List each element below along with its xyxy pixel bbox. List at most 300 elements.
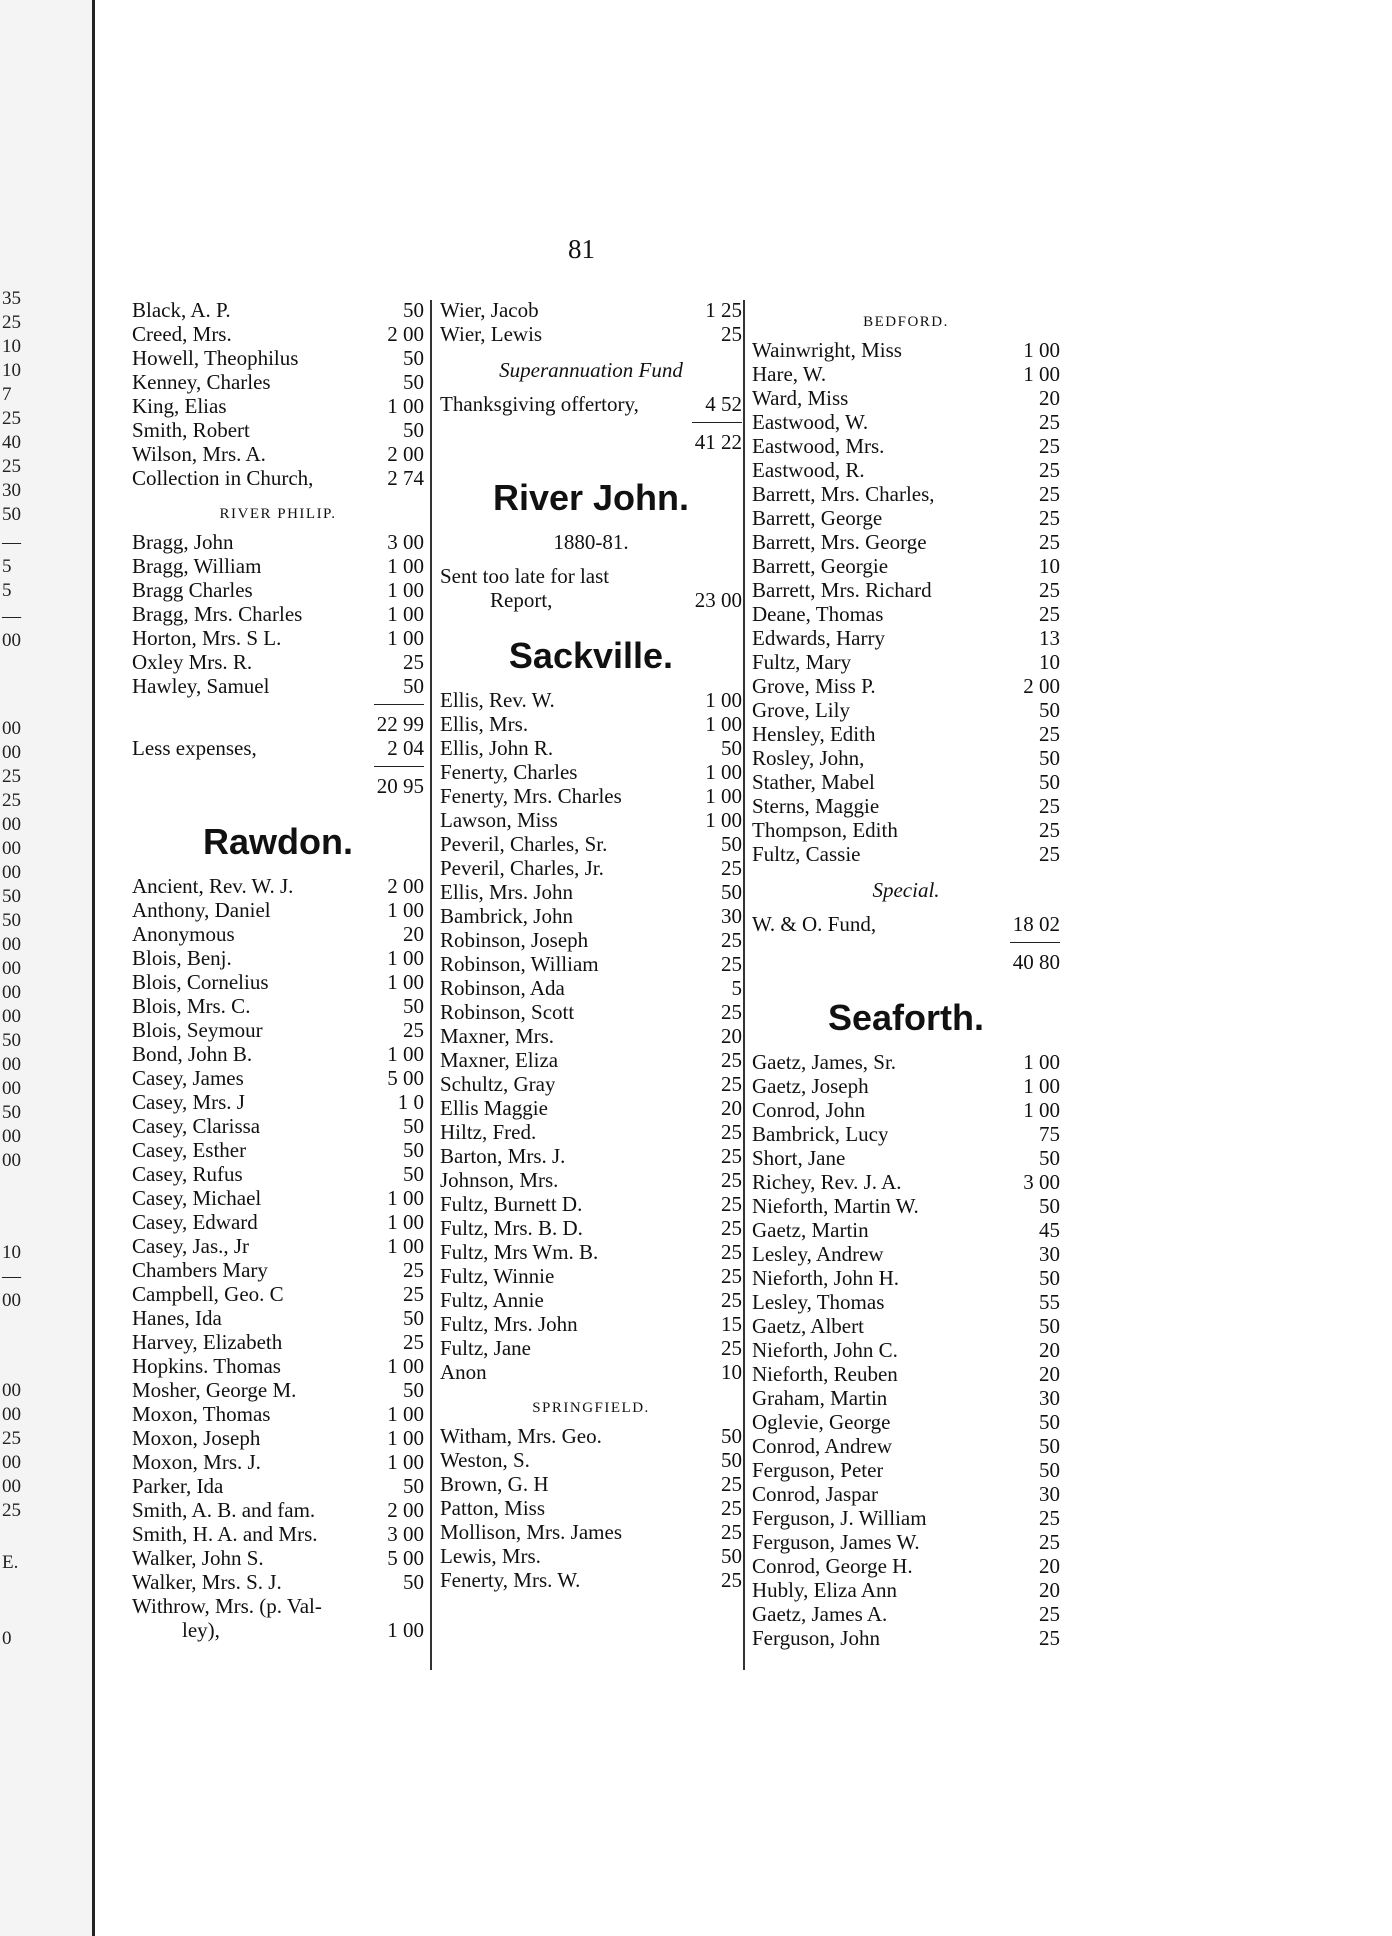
- contribution-amount: 25: [1039, 530, 1060, 554]
- edge-fragment: 25: [2, 408, 21, 429]
- contributor-name: Bragg Charles: [132, 578, 253, 602]
- contribution-entry: [132, 554, 424, 578]
- contributor-name: King, Elias: [132, 394, 227, 418]
- contributor-name: Hanes, Ida: [132, 1306, 222, 1330]
- edge-fragment: 00: [2, 1150, 21, 1171]
- contributor-name: Maxner, Mrs.: [440, 1024, 555, 1048]
- contribution-amount: 50: [403, 1114, 424, 1138]
- contributor-name: Brown, G. H: [440, 1472, 549, 1496]
- contribution-entry: [440, 736, 742, 760]
- contribution-entry: [752, 578, 1060, 602]
- contribution-entry: [440, 760, 742, 784]
- contribution-entry: [440, 564, 742, 588]
- contributor-name: Ellis, John R.: [440, 736, 554, 760]
- contribution-entry: [440, 1472, 742, 1496]
- contributor-name: Collection in Church,: [132, 466, 314, 490]
- edge-fragment: —: [2, 1266, 21, 1287]
- contribution-amount: 30: [1039, 1386, 1060, 1410]
- contributor-name: Eastwood, W.: [752, 410, 869, 434]
- contribution-amount: 1 00: [387, 1354, 424, 1378]
- contribution-amount: 50: [1039, 746, 1060, 770]
- contribution-amount: 25: [721, 1264, 742, 1288]
- section-heading: Rawdon.: [203, 821, 353, 862]
- contribution-amount: 1 00: [387, 394, 424, 418]
- page-number: 81: [568, 234, 595, 264]
- contribution-entry: [752, 1074, 1060, 1098]
- contribution-amount: 50: [721, 1448, 742, 1472]
- contributor-name: Edwards, Harry: [752, 626, 885, 650]
- contributor-name: Moxon, Thomas: [132, 1402, 271, 1426]
- edge-fragment: 00: [2, 814, 21, 835]
- edge-fragment: 00: [2, 742, 21, 763]
- contribution-amount: 20: [403, 922, 424, 946]
- contribution-entry: [132, 1378, 424, 1402]
- contribution-entry: [752, 386, 1060, 410]
- edge-fragment: 50: [2, 886, 21, 907]
- contribution-amount: 2 00: [387, 322, 424, 346]
- contribution-amount: 2 00: [1023, 674, 1060, 698]
- contribution-amount: 50: [721, 832, 742, 856]
- contribution-entry: [132, 1258, 424, 1282]
- contribution-entry: [132, 1402, 424, 1426]
- contribution-entry: [132, 1546, 424, 1570]
- contribution-entry: [440, 392, 742, 416]
- contribution-entry: [440, 1264, 742, 1288]
- edge-fragment: 25: [2, 312, 21, 333]
- contribution-entry: [752, 434, 1060, 458]
- contributor-name: Nieforth, Reuben: [752, 1362, 898, 1386]
- contributor-name: Blois, Cornelius: [132, 970, 269, 994]
- edge-fragment: 00: [2, 1404, 21, 1425]
- contribution-entry: [752, 1266, 1060, 1290]
- contribution-entry: [752, 602, 1060, 626]
- contribution-entry: [440, 1024, 742, 1048]
- contributor-name: Grove, Lily: [752, 698, 850, 722]
- contributor-name: Robinson, Scott: [440, 1000, 575, 1024]
- edge-fragment: 50: [2, 504, 21, 525]
- contribution-entry: [752, 1602, 1060, 1626]
- contribution-entry: [752, 1050, 1060, 1074]
- contribution-amount: 50: [403, 1306, 424, 1330]
- contributor-name: Campbell, Geo. C: [132, 1282, 284, 1306]
- edge-fragment: 00: [2, 958, 21, 979]
- contributor-name: Robinson, William: [440, 952, 599, 976]
- contribution-entry: [132, 1306, 424, 1330]
- contribution-entry: [752, 1506, 1060, 1530]
- contribution-entry: [132, 1018, 424, 1042]
- contributor-name: Ferguson, J. William: [752, 1506, 927, 1530]
- contributor-name: Casey, Mrs. J: [132, 1090, 245, 1114]
- contributor-name: Lesley, Thomas: [752, 1290, 885, 1314]
- contributor-name: Gaetz, Joseph: [752, 1074, 869, 1098]
- contribution-amount: 25: [721, 1120, 742, 1144]
- contributor-name: Eastwood, Mrs.: [752, 434, 885, 458]
- contribution-entry: [132, 1210, 424, 1234]
- contributor-name: Nieforth, John C.: [752, 1338, 898, 1362]
- contributor-name: Blois, Seymour: [132, 1018, 263, 1042]
- edge-fragment: 25: [2, 456, 21, 477]
- contribution-entry: [440, 1360, 742, 1384]
- contribution-amount: 25: [721, 1168, 742, 1192]
- contribution-entry: [132, 466, 424, 490]
- adjacent-page-edge: [0, 0, 95, 1936]
- contributor-name: Witham, Mrs. Geo.: [440, 1424, 602, 1448]
- contribution-entry: [132, 736, 424, 760]
- contribution-amount: 25: [721, 1336, 742, 1360]
- contribution-amount: 25: [721, 1192, 742, 1216]
- contributor-name: Conrod, Jaspar: [752, 1482, 878, 1506]
- contribution-entry: [132, 530, 424, 554]
- contribution-entry: [752, 1146, 1060, 1170]
- contribution-entry: [752, 1386, 1060, 1410]
- contribution-amount: 5 00: [387, 1066, 424, 1090]
- contributor-name: Ferguson, James W.: [752, 1530, 920, 1554]
- subsection-heading: BEDFORD.: [863, 314, 949, 330]
- contribution-amount: 2 74: [387, 466, 424, 490]
- section-heading: River John.: [492, 477, 690, 518]
- contributor-name: Sent too late for last: [440, 564, 610, 588]
- contributor-name: Ellis, Mrs.: [440, 712, 529, 736]
- contributor-name: Fultz, Mrs Wm. B.: [440, 1240, 599, 1264]
- contribution-entry: [752, 554, 1060, 578]
- contribution-entry: [132, 1450, 424, 1474]
- contribution-entry: [752, 1578, 1060, 1602]
- contribution-entry: [132, 712, 424, 736]
- contribution-amount: 1 00: [705, 760, 742, 784]
- contribution-amount: 1 00: [1023, 362, 1060, 386]
- edge-fragment: 00: [2, 1006, 21, 1027]
- edge-fragment: 00: [2, 1126, 21, 1147]
- contribution-entry: [132, 774, 424, 798]
- contribution-entry: [440, 588, 742, 612]
- contributor-name: Wier, Lewis: [440, 322, 543, 346]
- contribution-entry: [132, 322, 424, 346]
- contributor-name: Richey, Rev. J. A.: [752, 1170, 902, 1194]
- contribution-entry: [752, 1626, 1060, 1650]
- contribution-amount: 1 00: [705, 712, 742, 736]
- contribution-amount: 1 00: [705, 688, 742, 712]
- contributor-name: W. & O. Fund,: [752, 912, 877, 936]
- contributor-name: Fultz, Mrs. John: [440, 1312, 578, 1336]
- contribution-amount: 50: [721, 880, 742, 904]
- contribution-entry: [752, 458, 1060, 482]
- contribution-entry: [440, 1120, 742, 1144]
- contribution-entry: [752, 1170, 1060, 1194]
- fund-heading: Special.: [872, 878, 940, 902]
- contributor-name: Kenney, Charles: [132, 370, 271, 394]
- contribution-entry: [440, 928, 742, 952]
- contribution-amount: 2 00: [387, 1498, 424, 1522]
- column-rule-1: [430, 300, 432, 1670]
- contribution-amount: 1 0: [397, 1090, 424, 1114]
- contributor-name: Parker, Ida: [132, 1474, 224, 1498]
- contribution-entry: [752, 338, 1060, 362]
- contribution-amount: 25: [1039, 794, 1060, 818]
- contributor-name: Barrett, Georgie: [752, 554, 889, 578]
- contributor-name: Gaetz, Martin: [752, 1218, 869, 1242]
- contribution-amount: 1 00: [387, 554, 424, 578]
- contribution-entry: [132, 1618, 424, 1642]
- contribution-amount: 25: [1039, 722, 1060, 746]
- contribution-amount: 25: [1039, 506, 1060, 530]
- contribution-entry: [132, 994, 424, 1018]
- contribution-entry: [752, 410, 1060, 434]
- contribution-amount: 25: [721, 1216, 742, 1240]
- contributor-name: Lesley, Andrew: [752, 1242, 884, 1266]
- edge-fragment: 5: [2, 556, 12, 577]
- contributor-name: Weston, S.: [440, 1448, 530, 1472]
- edge-fragment: 10: [2, 336, 21, 357]
- contribution-entry: [440, 298, 742, 322]
- contribution-entry: [132, 1522, 424, 1546]
- contribution-amount: 50: [403, 1162, 424, 1186]
- edge-fragment: 00: [2, 718, 21, 739]
- contribution-entry: [752, 746, 1060, 770]
- contribution-entry: [440, 1544, 742, 1568]
- contribution-entry: [752, 794, 1060, 818]
- contribution-entry: [132, 874, 424, 898]
- contribution-amount: 50: [403, 370, 424, 394]
- contributor-name: Lawson, Miss: [440, 808, 558, 832]
- contribution-entry: [132, 1234, 424, 1258]
- contributor-name: Sterns, Maggie: [752, 794, 880, 818]
- contribution-amount: 41 22: [694, 430, 742, 454]
- contributor-name: Oglevie, George: [752, 1410, 891, 1434]
- contribution-amount: 50: [1039, 1194, 1060, 1218]
- contribution-amount: 1 00: [387, 578, 424, 602]
- subsection-heading: RIVER PHILIP.: [219, 506, 337, 522]
- contribution-entry: [440, 1072, 742, 1096]
- contribution-entry: [752, 698, 1060, 722]
- contribution-amount: 50: [1039, 1314, 1060, 1338]
- contributor-name: Oxley Mrs. R.: [132, 650, 253, 674]
- edge-fragment: 00: [2, 1078, 21, 1099]
- contribution-amount: 1 00: [1023, 1050, 1060, 1074]
- contributor-name: Moxon, Joseph: [132, 1426, 261, 1450]
- contribution-amount: 1 00: [387, 1210, 424, 1234]
- contribution-amount: 25: [721, 928, 742, 952]
- section-heading: Seaforth.: [827, 997, 985, 1038]
- contributor-name: Hensley, Edith: [752, 722, 876, 746]
- contributor-name: ley),: [182, 1618, 220, 1642]
- contribution-entry: [752, 1290, 1060, 1314]
- edge-fragment: 50: [2, 1030, 21, 1051]
- contribution-amount: 10: [1039, 554, 1060, 578]
- contribution-amount: 25: [721, 1240, 742, 1264]
- contribution-amount: [386, 1594, 424, 1618]
- contributor-name: Barton, Mrs. J.: [440, 1144, 566, 1168]
- contribution-entry: [752, 506, 1060, 530]
- contribution-entry: [440, 1496, 742, 1520]
- contributor-name: Fultz, Annie: [440, 1288, 544, 1312]
- contribution-entry: [132, 1426, 424, 1450]
- edge-fragment: 00: [2, 630, 21, 651]
- edge-fragment: 40: [2, 432, 21, 453]
- contribution-entry: [752, 1194, 1060, 1218]
- contributor-name: Conrod, John: [752, 1098, 866, 1122]
- contribution-amount: 10: [721, 1360, 742, 1384]
- contribution-amount: 3 00: [387, 1522, 424, 1546]
- contributor-name: Gaetz, James A.: [752, 1602, 888, 1626]
- contributor-name: Moxon, Mrs. J.: [132, 1450, 261, 1474]
- contributor-name: Barrett, George: [752, 506, 883, 530]
- contribution-amount: 25: [721, 952, 742, 976]
- contribution-entry: [132, 442, 424, 466]
- contribution-amount: 1 00: [387, 602, 424, 626]
- contribution-amount: 25: [721, 322, 742, 346]
- contribution-amount: 5 00: [387, 1546, 424, 1570]
- contribution-entry: [752, 1314, 1060, 1338]
- edge-fragment: 25: [2, 790, 21, 811]
- contribution-amount: 40 80: [1012, 950, 1060, 974]
- contributor-name: Graham, Martin: [752, 1386, 888, 1410]
- edge-fragment: 25: [2, 1500, 21, 1521]
- contribution-entry: [440, 712, 742, 736]
- contribution-amount: 50: [721, 1424, 742, 1448]
- contributor-name: Grove, Miss P.: [752, 674, 876, 698]
- contributor-name: Peveril, Charles, Jr.: [440, 856, 604, 880]
- contribution-entry: [132, 1474, 424, 1498]
- contributor-name: Smith, A. B. and fam.: [132, 1498, 316, 1522]
- contribution-amount: 1 00: [387, 1234, 424, 1258]
- contribution-amount: 55: [1039, 1290, 1060, 1314]
- contribution-amount: 25: [1039, 818, 1060, 842]
- contributor-name: Casey, Edward: [132, 1210, 258, 1234]
- contribution-amount: 50: [721, 1544, 742, 1568]
- edge-fragment: 5: [2, 580, 12, 601]
- contributor-name: Ancient, Rev. W. J.: [132, 874, 294, 898]
- contributor-name: Stather, Mabel: [752, 770, 875, 794]
- contributor-name: Chambers Mary: [132, 1258, 268, 1282]
- contribution-amount: 25: [1039, 482, 1060, 506]
- contribution-entry: [132, 1186, 424, 1210]
- contribution-amount: 45: [1039, 1218, 1060, 1242]
- contribution-amount: 25: [721, 1496, 742, 1520]
- contribution-amount: 75: [1039, 1122, 1060, 1146]
- contributor-name: Wilson, Mrs. A.: [132, 442, 266, 466]
- edge-fragment: 10: [2, 1242, 21, 1263]
- contribution-amount: 1 00: [387, 1186, 424, 1210]
- contribution-entry: [440, 1000, 742, 1024]
- contribution-entry: [132, 346, 424, 370]
- contribution-amount: 50: [403, 994, 424, 1018]
- column-1: [132, 298, 424, 1642]
- contributor-name: Bragg, William: [132, 554, 262, 578]
- contributor-name: Barrett, Mrs. Charles,: [752, 482, 935, 506]
- edge-fragment: 00: [2, 1054, 21, 1075]
- subsection-heading: SPRINGFIELD.: [532, 1400, 650, 1416]
- contribution-amount: 25: [403, 650, 424, 674]
- contribution-amount: 1 25: [705, 298, 742, 322]
- edge-fragment: 10: [2, 360, 21, 381]
- contributor-name: Fenerty, Charles: [440, 760, 578, 784]
- contributor-name: Fultz, Cassie: [752, 842, 861, 866]
- contributor-name: Lewis, Mrs.: [440, 1544, 541, 1568]
- contribution-amount: 4 52: [705, 392, 742, 416]
- contributor-name: Blois, Mrs. C.: [132, 994, 251, 1018]
- contribution-entry: [132, 1354, 424, 1378]
- contribution-amount: 25: [1039, 1602, 1060, 1626]
- contribution-amount: 50: [1039, 1410, 1060, 1434]
- contributor-name: Johnson, Mrs.: [440, 1168, 559, 1192]
- contributor-name: Robinson, Ada: [440, 976, 565, 1000]
- contribution-amount: 30: [721, 904, 742, 928]
- contribution-entry: [132, 1066, 424, 1090]
- contributor-name: Fultz, Burnett D.: [440, 1192, 583, 1216]
- contribution-amount: 25: [721, 1520, 742, 1544]
- contribution-entry: [440, 880, 742, 904]
- contribution-entry: [752, 530, 1060, 554]
- contribution-amount: 50: [1039, 1434, 1060, 1458]
- contributor-name: Black, A. P.: [132, 298, 231, 322]
- contributor-name: Hiltz, Fred.: [440, 1120, 537, 1144]
- contribution-amount: 20: [1039, 1578, 1060, 1602]
- contribution-entry: [752, 1410, 1060, 1434]
- contributor-name: Eastwood, R.: [752, 458, 865, 482]
- contributor-name: Thompson, Edith: [752, 818, 898, 842]
- contributor-name: Anthony, Daniel: [132, 898, 271, 922]
- contributor-name: Bond, John B.: [132, 1042, 253, 1066]
- contribution-entry: [132, 602, 424, 626]
- contribution-amount: 25: [1039, 434, 1060, 458]
- contributor-name: Less expenses,: [132, 736, 257, 760]
- column-3: [752, 298, 1060, 1650]
- contribution-entry: [132, 578, 424, 602]
- contribution-amount: 20 95: [376, 774, 424, 798]
- contribution-amount: 1 00: [1023, 1098, 1060, 1122]
- contributor-name: Nieforth, Martin W.: [752, 1194, 919, 1218]
- contribution-amount: 50: [403, 1378, 424, 1402]
- contribution-entry: [752, 770, 1060, 794]
- contributor-name: Howell, Theophilus: [132, 346, 299, 370]
- edge-fragment: 00: [2, 982, 21, 1003]
- contributor-name: Fultz, Jane: [440, 1336, 531, 1360]
- contribution-entry: [752, 1218, 1060, 1242]
- contribution-amount: 25: [721, 1048, 742, 1072]
- contribution-amount: 2 04: [387, 736, 424, 760]
- edge-fragment: 00: [2, 838, 21, 859]
- contributor-name: Casey, Esther: [132, 1138, 247, 1162]
- contribution-entry: [752, 650, 1060, 674]
- contribution-entry: [440, 1448, 742, 1472]
- contribution-amount: 50: [1039, 1266, 1060, 1290]
- edge-fragment: 00: [2, 862, 21, 883]
- contribution-entry: [752, 1554, 1060, 1578]
- contribution-entry: [752, 842, 1060, 866]
- total-rule: [132, 760, 424, 774]
- contribution-amount: 50: [403, 418, 424, 442]
- contribution-entry: [132, 418, 424, 442]
- contributor-name: Peveril, Charles, Sr.: [440, 832, 608, 856]
- contribution-amount: 13: [1039, 626, 1060, 650]
- contribution-amount: 20: [721, 1024, 742, 1048]
- contributor-name: Gaetz, Albert: [752, 1314, 864, 1338]
- contribution-amount: 25: [1039, 842, 1060, 866]
- contributor-name: Deane, Thomas: [752, 602, 884, 626]
- contributor-name: Casey, Rufus: [132, 1162, 243, 1186]
- contributor-name: Report,: [490, 588, 553, 612]
- edge-fragment: 7: [2, 384, 12, 405]
- contributor-name: Walker, Mrs. S. J.: [132, 1570, 282, 1594]
- contribution-amount: 50: [1039, 698, 1060, 722]
- contributor-name: Bambrick, Lucy: [752, 1122, 889, 1146]
- contribution-amount: 18 02: [1012, 912, 1060, 936]
- contribution-amount: 50: [403, 1138, 424, 1162]
- contribution-entry: [440, 976, 742, 1000]
- contribution-entry: [132, 1162, 424, 1186]
- contributor-name: Casey, Clarissa: [132, 1114, 261, 1138]
- contribution-entry: [132, 674, 424, 698]
